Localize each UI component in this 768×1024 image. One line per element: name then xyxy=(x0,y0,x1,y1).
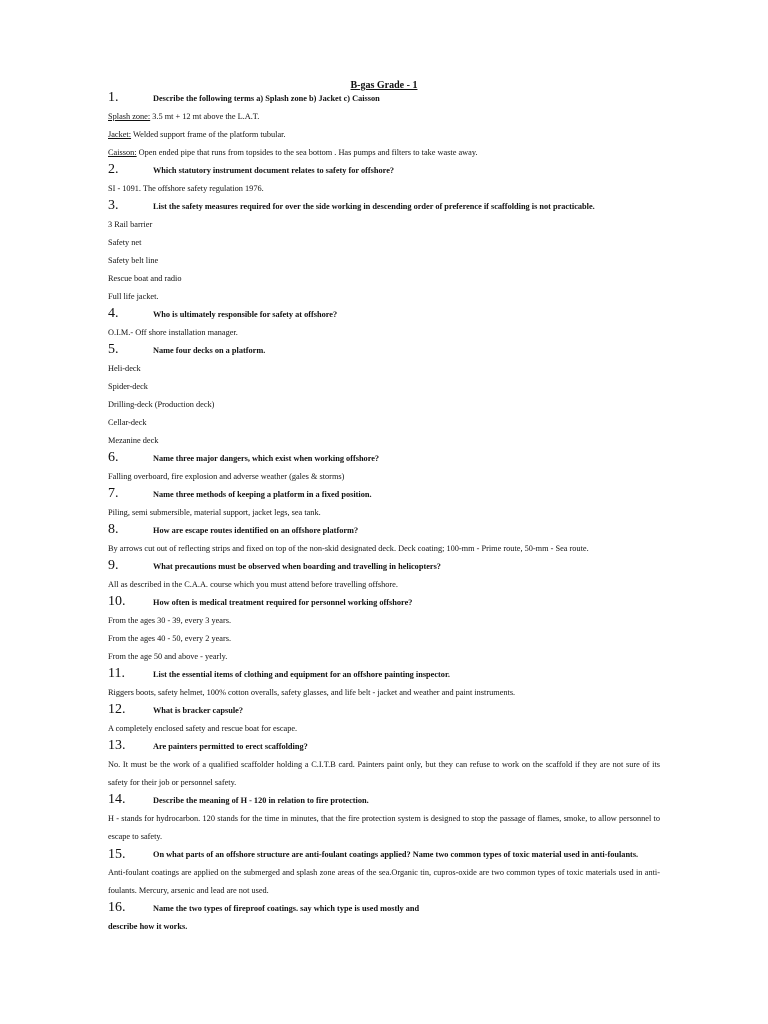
question-number: 11. xyxy=(108,666,125,681)
question-text: Describe the meaning of H - 120 in relation to fire protection. xyxy=(153,796,369,805)
answer-line: Full life jacket. xyxy=(108,292,159,301)
answer-line: By arrows cut out of reflecting strips and fixed on top of the non-skid designated deck. Deck coating; 100-mm - Prime route, 50-mm - Sea route. xyxy=(108,544,589,553)
answer-line: Safety net xyxy=(108,238,142,247)
question-text: What precautions must be observed when boarding and travelling in helicopters? xyxy=(153,562,441,571)
answer-line: From the ages 30 - 39, every 3 years. xyxy=(108,616,232,625)
question-14 xyxy=(108,792,660,810)
question-text: Which statutory instrument document relates to safety for offshore? xyxy=(153,166,395,175)
question-number: 6. xyxy=(108,450,119,465)
question-6 xyxy=(108,450,660,468)
answer-paragraph: Anti-foulant coatings are applied on the submerged and splash zone areas of the sea.Organic tin, cupros-oxide are two common types of toxic materials used in anti-foulants. Mercury, arsenic and lead are not used. xyxy=(108,868,660,895)
question-5 xyxy=(108,342,660,360)
answer-line: Jacket: Welded support frame of the platform tubular. xyxy=(108,130,286,139)
question-text: List the essential items of clothing and equipment for an offshore painting inspector. xyxy=(153,670,450,679)
question-continuation: describe how it works. xyxy=(108,922,188,931)
question-number: 10. xyxy=(108,594,126,609)
question-text: On what parts of an offshore structure are anti-foulant coatings applied? Name two common types of toxic material used in anti-foulants. xyxy=(153,850,639,859)
document-body xyxy=(108,90,660,936)
answer-line: Drilling-deck (Production deck) xyxy=(108,400,215,409)
question-12 xyxy=(108,702,660,720)
question-text: Describe the following terms a) Splash zone b) Jacket c) Caisson xyxy=(153,94,380,103)
question-text: How are escape routes identified on an offshore platform? xyxy=(153,526,359,535)
question-text: Name the two types of fireproof coatings. say which type is used mostly and xyxy=(153,904,420,913)
question-text: List the safety measures required for over the side working in descending order of preference if scaffolding is not practicable. xyxy=(153,202,595,211)
answer-line: All as described in the C.A.A. course which you must attend before travelling offshore. xyxy=(108,580,398,589)
question-number: 12. xyxy=(108,702,126,717)
question-text: Name three major dangers, which exist when working offshore? xyxy=(153,454,380,463)
answer-line: 3 Rail barrier xyxy=(108,220,153,229)
question-4 xyxy=(108,306,660,324)
question-number: 7. xyxy=(108,486,119,501)
answer-line: Caisson: Open ended pipe that runs from topsides to the sea bottom . Has pumps and filters to take waste away. xyxy=(108,148,478,157)
question-number: 5. xyxy=(108,342,119,357)
answer-line: From the ages 40 - 50, every 2 years. xyxy=(108,634,232,643)
answer-line: Safety belt line xyxy=(108,256,159,265)
question-15 xyxy=(108,846,660,864)
answer-line: Riggers boots, safety helmet, 100% cotton overalls, safety glasses, and life belt - jacket and weather and paint instruments. xyxy=(108,688,516,697)
answer-line: Cellar-deck xyxy=(108,418,147,427)
question-8 xyxy=(108,522,660,540)
question-16 xyxy=(108,900,660,918)
answer-line: Splash zone: 3.5 mt + 12 mt above the L.A.T. xyxy=(108,112,260,121)
question-number: 9. xyxy=(108,558,119,573)
question-number: 2. xyxy=(108,162,119,177)
question-7 xyxy=(108,486,660,504)
question-number: 1. xyxy=(108,90,119,105)
answer-line: From the age 50 and above - yearly. xyxy=(108,652,228,661)
question-number: 13. xyxy=(108,738,126,753)
question-9 xyxy=(108,558,660,576)
answer-line: Spider-deck xyxy=(108,382,148,391)
question-13 xyxy=(108,738,660,756)
question-number: 16. xyxy=(108,900,126,915)
question-11 xyxy=(108,666,660,684)
answer-paragraph: H - stands for hydrocarbon. 120 stands for the time in minutes, that the fire protection system is designed to stop the passage of flames, smoke, to allow personnel to escape to safety. xyxy=(108,814,660,841)
answer-line: O.I.M.- Off shore installation manager. xyxy=(108,328,238,337)
question-1 xyxy=(108,90,660,108)
question-number: 8. xyxy=(108,522,119,537)
question-2 xyxy=(108,162,660,180)
question-number: 15. xyxy=(108,847,126,862)
answer-line: Heli-deck xyxy=(108,364,141,373)
answer-paragraph: No. It must be the work of a qualified scaffolder holding a C.I.T.B card. Painters paint only, but they can refuse to work on the scaffold if they are not sure of its safety for their job or personnel safety. xyxy=(108,760,660,787)
question-number: 4. xyxy=(108,306,119,321)
question-text: What is bracker capsule? xyxy=(153,706,243,715)
answer-line: Mezanine deck xyxy=(108,436,159,445)
question-3 xyxy=(108,198,660,216)
answer-line: Piling, semi submersible, material support, jacket legs, sea tank. xyxy=(108,508,321,517)
question-text: Name four decks on a platform. xyxy=(153,346,266,355)
question-number: 3. xyxy=(108,198,119,213)
question-text: Name three methods of keeping a platform in a fixed position. xyxy=(153,490,372,499)
question-text: Are painters permitted to erect scaffolding? xyxy=(153,742,308,751)
answer-line: SI - 1091. The offshore safety regulation 1976. xyxy=(108,184,264,193)
answer-line: Rescue boat and radio xyxy=(108,274,182,283)
question-number: 14. xyxy=(108,792,126,807)
question-text: Who is ultimately responsible for safety at offshore? xyxy=(153,310,338,319)
question-10 xyxy=(108,594,660,612)
answer-line: A completely enclosed safety and rescue boat for escape. xyxy=(108,724,298,733)
page-title: B-gas Grade - 1 xyxy=(350,80,418,91)
question-text: How often is medical treatment required for personnel working offshore? xyxy=(153,598,413,607)
answer-line: Falling overboard, fire explosion and adverse weather (gales & storms) xyxy=(108,472,345,481)
